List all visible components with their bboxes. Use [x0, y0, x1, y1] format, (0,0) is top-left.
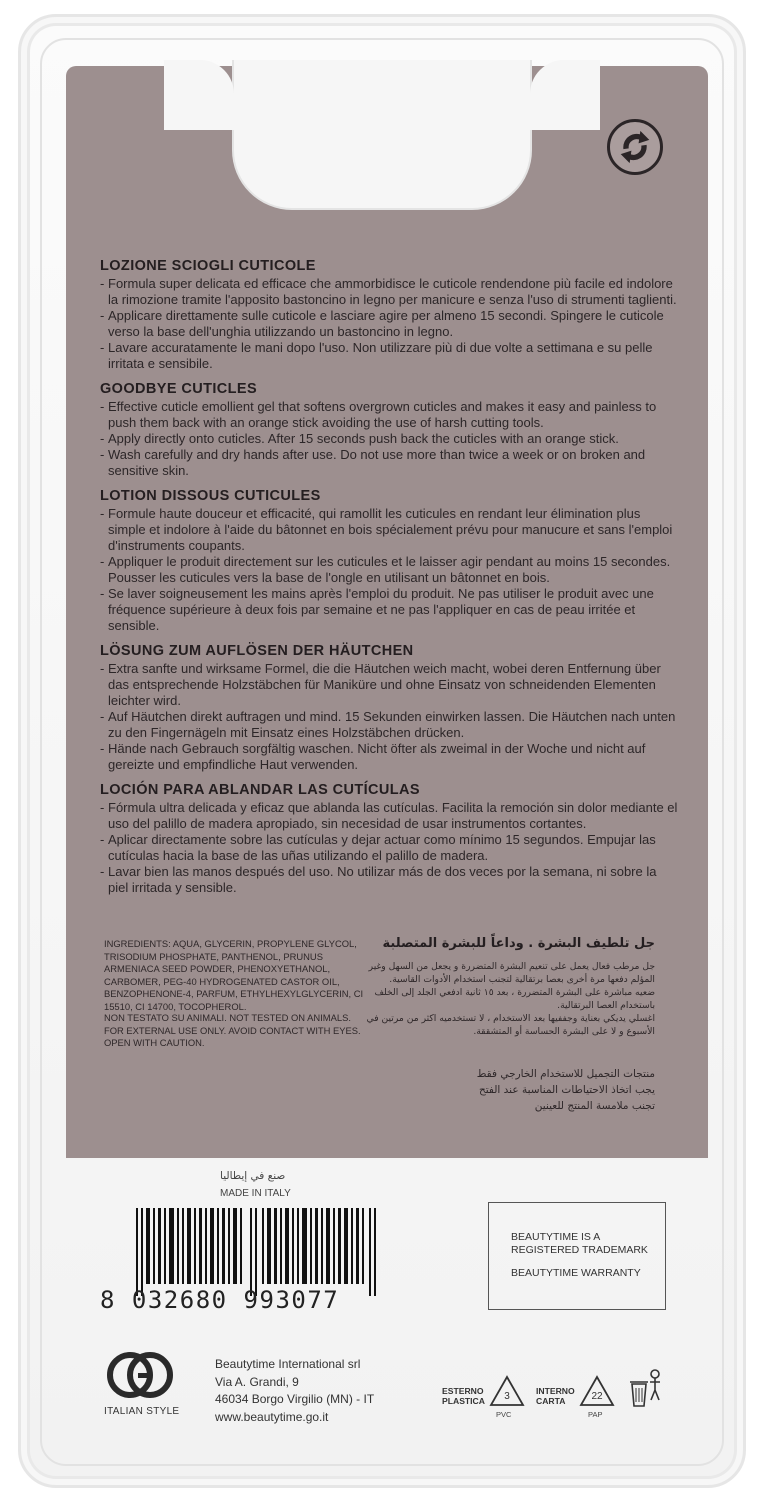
section-item: - Effective cuticle emollient gel that softens overgrown cuticles and makes it easy and painless to push them back with an orange stick avoiding the use of harsh cutting tools.	[100, 399, 680, 431]
company-city: 46034 Borgo Virgilio (MN) - IT	[215, 1392, 375, 1406]
section-item: - Formula super delicata ed efficace che ammorbidisce le cuticole rendendone più facile ed indolore la rimozione tramite l'apposito bastoncino in legno per manicure e senza l'uso di strumenti taglienti.	[100, 276, 680, 308]
pap-recycling-icon	[578, 1374, 616, 1410]
pap-label: PAP	[588, 1410, 603, 1419]
section-english	[100, 381, 680, 479]
gg-logo-icon	[105, 1350, 175, 1400]
arabic-warning-line: منتجات التجميل للاستخدام الخارجي فقط	[476, 1068, 655, 1080]
outer-label-line: ESTERNO	[442, 1386, 484, 1396]
arabic-warnings	[355, 1066, 655, 1114]
green-dot-recycle-icon	[607, 119, 663, 175]
section-item: - Auf Häutchen direkt auftragen und mind. 15 Sekunden einwirken lassen. Die Häutchen nach unten zu den Fingernägeln mit Einsatz eines Holzstäbchen drücken.	[100, 709, 680, 741]
trademark-box	[488, 1202, 666, 1310]
section-item: - Fórmula ultra delicada y eficaz que ablanda las cutículas. Facilita la remoción sin dolor mediante el uso del palillo de madera apropiado, sin necesidad de usar instrumentos cortantes.	[100, 800, 680, 832]
warnings-text: NON TESTATO SU ANIMALI. NOT TESTED ON ANIMALS. FOR EXTERNAL USE ONLY. AVOID CONTACT WITH EYES. OPEN WITH CAUTION.	[104, 1012, 361, 1048]
inner-label-line: CARTA	[536, 1396, 566, 1406]
recycling-outer-label	[442, 1386, 485, 1406]
section-german	[100, 643, 680, 773]
warranty-line: BEAUTYTIME WARRANTY	[511, 1267, 641, 1279]
section-title: GOODBYE CUTICLES	[100, 381, 258, 397]
pvc-label: PVC	[496, 1410, 512, 1419]
arabic-item: ضعيه مباشرة على البشرة المتضررة ، بعد ١٥ ثانية ادفعي الجلد إلى الخلف باستخدام العصا البرتقالية.	[374, 987, 655, 1011]
waste-bin-icon	[628, 1368, 664, 1412]
section-item: - Applicare direttamente sulle cuticole e lasciare agire per almeno 15 secondi. Spingere le cuticole verso la base dell'unghia utilizzando un bastoncino in legno.	[100, 308, 680, 340]
section-item: - Aplicar directamente sobre las cutículas y dejar actuar como mínimo 15 segundos. Empujar las cutículas hacia la base de las uñas utilizando el palillo de madera.	[100, 832, 680, 864]
section-item: - Wash carefully and dry hands after use. Do not use more than twice a week or on broken and sensitive skin.	[100, 447, 680, 479]
company-website: www.beautytime.go.it	[215, 1409, 329, 1424]
company-address	[215, 1356, 374, 1426]
section-item: - Appliquer le produit directement sur les cuticules et le laisser agir pendant au moins 15 secondes. Pousser les cuticules vers la base de l'ongle en utilisant un bâtonnet en bois.	[100, 554, 680, 586]
section-item: - Lavar bien las manos después del uso. No utilizar más de dos veces por la semana, ni sobre la piel irritada y sensible.	[100, 864, 680, 896]
arabic-title: جل تلطيف البشرة . وداعاً للبشرة المتصلبة	[382, 936, 655, 951]
section-item: - Lavare accuratamente le mani dopo l'uso. Non utilizzare più di due volte a settimana e su pelle irritata e sensibile.	[100, 340, 680, 372]
outer-code: 3	[504, 1391, 510, 1402]
barcode-number: 8 032680 993077	[100, 1286, 340, 1314]
arabic-instructions	[355, 960, 655, 1038]
brand-tagline: ITALIAN STYLE	[104, 1406, 180, 1417]
made-in-italy: MADE IN ITALY	[220, 1188, 291, 1199]
section-italian	[100, 258, 680, 372]
trademark-line: REGISTERED TRADEMARK	[511, 1244, 648, 1256]
arabic-item: جل مرطب فعال يعمل على تنعيم البشرة المتضررة و يجعل من السهل وغير المؤلم دفعها مرة أخرى بعصا برتقالية لتجنب استخدام الأدوات القاسية.	[368, 961, 655, 985]
section-spanish	[100, 782, 680, 896]
outer-label-line: PLASTICA	[442, 1396, 485, 1406]
section-item: - Se laver soigneusement les mains après l'emploi du produit. Ne pas utiliser le produit avec une fréquence supérieure à deux fois par semaine et ne pas l'appliquer en cas de peau irritée et sensible.	[100, 586, 680, 634]
section-title: LOCIÓN PARA ABLANDAR LAS CUTÍCULAS	[100, 782, 420, 798]
section-title: LOZIONE SCIOGLI CUTICOLE	[100, 258, 316, 274]
section-item: - Extra sanfte und wirksame Formel, die die Häutchen weich macht, wobei deren Entfernung über das entsprechende Holzstäbchen für Maniküre und ohne Einsatz von schneidenden Elementen leichter wird.	[100, 661, 680, 709]
ingredients-list: INGREDIENTS: AQUA, GLYCERIN, PROPYLENE GLYCOL, TRISODIUM PHOSPHATE, PANTHENOL, PRUNUS ARMENIACA SEED POWDER, PHENOXYETHANOL, CARBOMER, PEG-40 HYDROGENATED CASTOR OIL, BENZOPHENONE-4, PARFUM, ETHYLHEXYLGLYCERIN, CI 15510, CI 14700, TOCOPHEROL.	[104, 938, 364, 1012]
company-street: Via A. Grandi, 9	[215, 1374, 299, 1389]
arabic-warning-line: يجب اتخاذ الاحتياطات المناسبة عند الفتح	[478, 1084, 655, 1096]
section-item: - Hände nach Gebrauch sorgfältig waschen. Nicht öfter als zweimal in der Woche und nicht auf gereizte und empfindliche Haut verwenden.	[100, 741, 680, 773]
made-in-arabic: صنع في إيطاليا	[220, 1170, 286, 1182]
section-title: LÖSUNG ZUM AUFLÖSEN DER HÄUTCHEN	[100, 643, 414, 659]
section-title: LOTION DISSOUS CUTICULES	[100, 488, 321, 504]
arabic-warning-line: تجنب ملامسة المنتج للعينين	[534, 1100, 655, 1112]
recycling-inner-label	[536, 1386, 575, 1406]
instructions-text	[100, 258, 680, 905]
hang-hole	[232, 60, 532, 210]
company-name: Beautytime International srl	[215, 1357, 361, 1371]
section-item: - Formule haute douceur et efficacité, qui ramollit les cuticules en rendant leur élimination plus simple et indolore à l'aide du bâtonnet en bois spécialement prévu pour manucure et sans l'emploi d'instruments coupants.	[100, 506, 680, 554]
section-item: - Apply directly onto cuticles. After 15 seconds push back the cuticles with an orange stick.	[100, 431, 680, 447]
barcode	[136, 1208, 376, 1296]
arabic-item: اغسلي يديكي بعناية وجففيها بعد الاستخدام ، لا تستخدميه اكثر من مرتين في الأسبوع و لا على البشرة الحساسة أو المتشققة.	[366, 1013, 655, 1037]
section-french	[100, 488, 680, 634]
pvc-recycling-icon	[488, 1374, 526, 1410]
inner-label-line: INTERNO	[536, 1386, 575, 1396]
trademark-line: BEAUTYTIME IS A	[511, 1231, 601, 1243]
inner-code: 22	[591, 1391, 603, 1402]
